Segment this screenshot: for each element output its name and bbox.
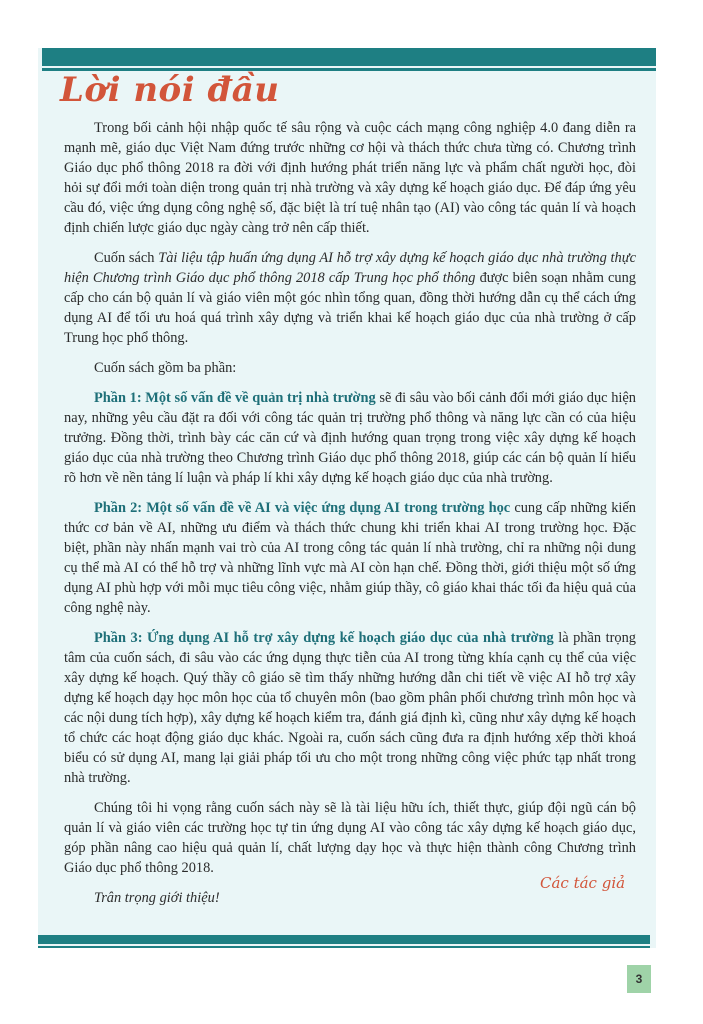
part3-heading: Phần 3: Ứng dụng AI hỗ trợ xây dựng kế hoạch giáo dục của nhà trường: [94, 630, 554, 646]
part3-text: là phần trọng tâm của cuốn sách, đi sâu vào các ứng dụng thực tiễn của AI trong từng khía cạnh cụ thể của việc xây dựng kế hoạch. Quý thầy cô giáo sẽ tìm thấy những hướng dẫn chi tiết về việc AI hỗ trợ xây dựng kế hoạch dạy học môn học của tổ chuyên môn (bao gồm phân phối chương trình môn học và các nội dung tích hợp), xây dựng kế hoạch kiểm tra, đánh giá định kì, cũng như xây dựng kế hoạch tổ chức các hoạt động giáo dục khác. Ngoài ra, cuốn sách cũng đưa ra định hướng xếp thời khoá biểu có sử dụng AI, mang lại giải pháp tối ưu cho một trong những công việc phức tạp nhất trong nhà trường.: [64, 630, 636, 786]
part2-heading: Phần 2: Một số vấn đề về AI và việc ứng dụng AI trong trường học: [94, 500, 511, 516]
part3-paragraph: [64, 628, 636, 788]
authors-signature: Các tác giả: [540, 874, 626, 892]
hope-paragraph: Chúng tôi hi vọng rằng cuốn sách này sẽ là tài liệu hữu ích, thiết thực, giúp đội ngũ cán bộ quản lí và giáo viên các trường học tự tin ứng dụng AI vào công tác xây dựng kế hoạch giáo dục, góp phần nâng cao hiệu quả quản lí, chất lượng dạy học và thực hiện thành công Chương trình Giáo dục phổ thông 2018.: [64, 800, 636, 876]
intro-paragraph: Trong bối cảnh hội nhập quốc tế sâu rộng và cuộc cách mạng công nghiệp 4.0 đang diễn ra mạnh mẽ, giáo dục Việt Nam đứng trước những cơ hội và thách thức chưa từng có. Chương trình Giáo dục phổ thông 2018 ra đời với định hướng phát triển năng lực và phẩm chất người học, đòi hỏi sự đổi mới toàn diện trong quản trị nhà trường và xây dựng kế hoạch giáo dục. Để đáp ứng yêu cầu đó, việc ứng dụng công nghệ số, đặc biệt là trí tuệ nhân tạo (AI) vào công tác quản lí và hoạch định chiến lược giáo dục ngày càng trở nên cấp thiết.: [64, 120, 636, 236]
bottom-rule: [38, 946, 650, 948]
page-number: 3: [627, 965, 651, 993]
part1-text: sẽ đi sâu vào bối cảnh đổi mới giáo dục hiện nay, những yêu cầu đặt ra đối với công tác quản trị trường phổ thông và năng lực cần có của hiệu trưởng. Đồng thời, trình bày các căn cứ và định hướng quan trọng trong việc xây dựng kế hoạch giáo dục của nhà trường theo Chương trình Giáo dục phổ thông 2018, giúp các cán bộ quản lí hiểu rõ hơn về nền tảng lí luận và pháp lí khi xây dựng kế hoạch giáo dục của nhà trường.: [64, 390, 636, 486]
page-title: Lời nói đầu: [60, 70, 280, 110]
book-paragraph: [64, 248, 636, 348]
part2-paragraph: [64, 498, 636, 618]
closing-line: Trân trọng giới thiệu!: [94, 890, 220, 906]
part2-text: cung cấp những kiến thức cơ bản về AI, những ưu điểm và thách thức chung khi triển khai AI trong trường học. Đặc biệt, phần này nhấn mạnh vai trò của AI trong công tác quản lí nhà trường, chỉ ra những nội dung cụ thể mà AI có thể hỗ trợ và những lĩnh vực mà AI còn hạn chế. Đồng thời, giới thiệu một số ứng dụng AI phù hợp với mỗi mục tiêu công việc, nhằm giúp thầy, cô giáo khai thác tối đa hiệu quả của công nghệ này.: [64, 500, 636, 616]
book-title: Tài liệu tập huấn ứng dụng AI hỗ trợ xây dựng kế hoạch giáo dục nhà trường thực hiện Chương trình Giáo dục phổ thông 2018 cấp Trung học phổ thông: [64, 250, 636, 286]
body-text: [64, 118, 636, 918]
part1-heading: Phần 1: Một số vấn đề về quản trị nhà trường: [94, 390, 376, 406]
book-lead: Cuốn sách: [94, 250, 159, 266]
part1-paragraph: [64, 388, 636, 488]
book-rest: được biên soạn nhằm cung cấp cho cán bộ quản lí và giáo viên một góc nhìn tổng quan, đồng thời hướng dẫn cụ thể cách ứng dụng AI để tối ưu hoá quá trình xây dựng và triển khai kế hoạch giáo dục của nhà trường ở cấp Trung học phổ thông.: [64, 270, 636, 346]
top-bar: [42, 48, 656, 66]
bottom-bar: [38, 935, 650, 944]
parts-intro: Cuốn sách gồm ba phần:: [94, 360, 237, 376]
